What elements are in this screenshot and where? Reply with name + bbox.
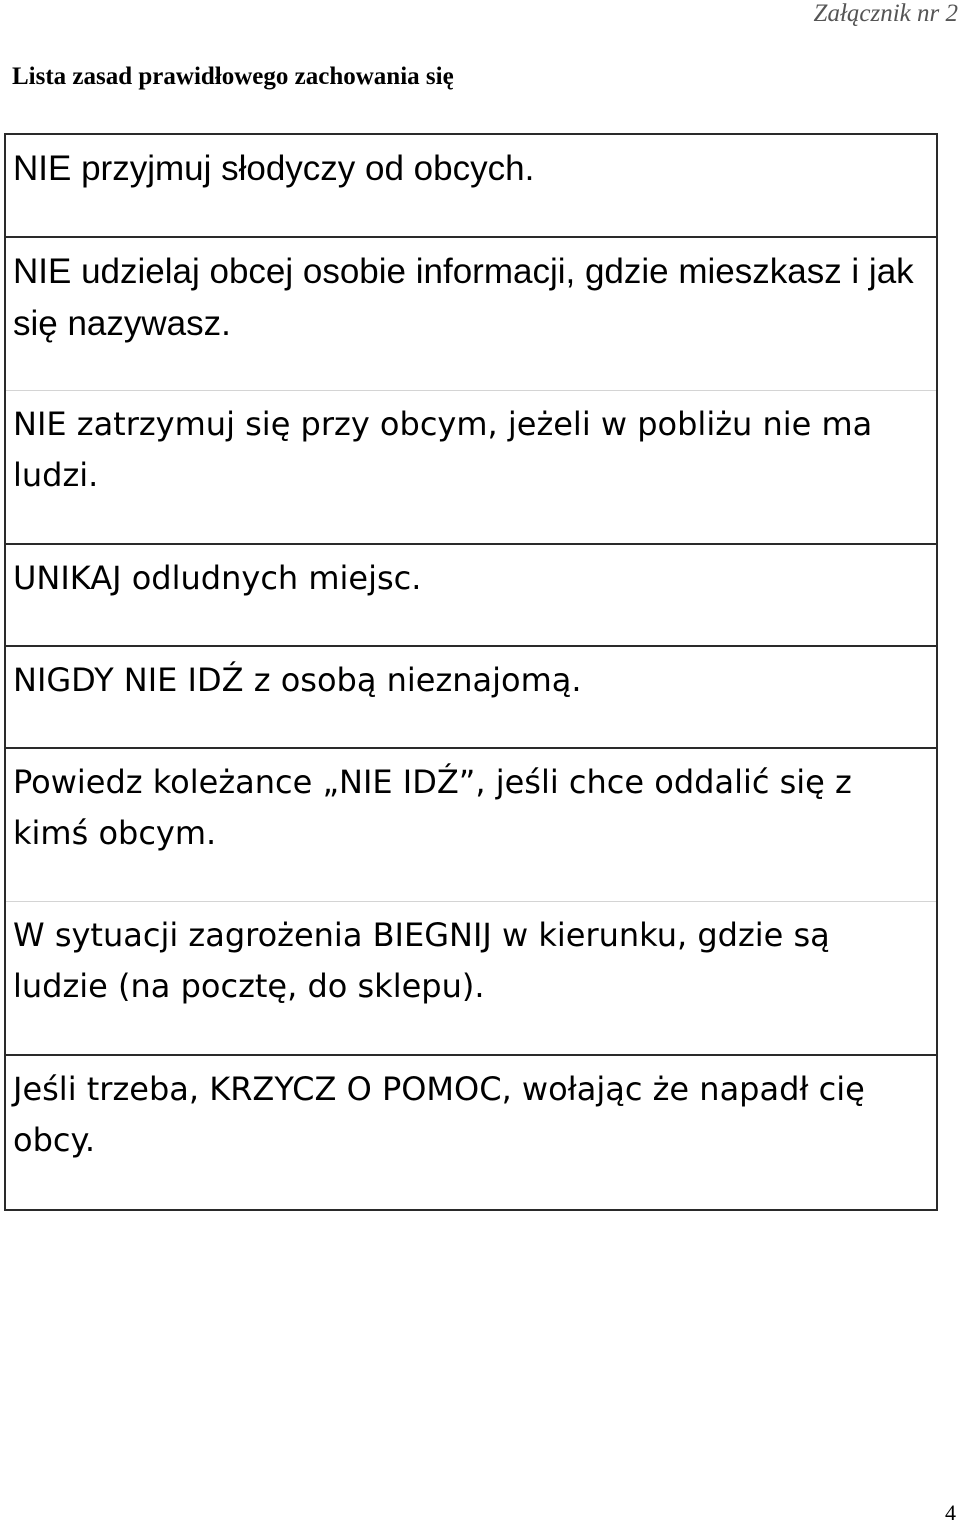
annex-label: Załącznik nr 2 bbox=[813, 0, 958, 27]
rule-row-5: NIGDY NIE IDŹ z osobą nieznajomą. bbox=[6, 647, 936, 749]
rule-row-1: NIE przyjmuj słodyczy od obcych. bbox=[6, 135, 936, 238]
rule-row-8: Jeśli trzeba, KRZYCZ O POMOC, wołając że napadł cię obcy. bbox=[13, 1070, 865, 1159]
rule-row-3: NIE zatrzymuj się przy obcym, jeżeli w pobliżu nie ma ludzi. bbox=[6, 391, 936, 545]
rule-row-2: NIE udzielaj obcej osobie informacji, gdzie mieszkasz i jak się nazywasz. bbox=[6, 238, 936, 391]
rule-row-4: UNIKAJ odludnych miejsc. bbox=[6, 545, 936, 647]
rule-row-6: Powiedz koleżance „NIE IDŹ”, jeśli chce oddalić się z kimś obcym. bbox=[6, 749, 936, 902]
document-title: Lista zasad prawidłowego zachowania się bbox=[12, 63, 454, 90]
page-number: 4 bbox=[945, 1500, 956, 1525]
rules-table bbox=[4, 133, 938, 1211]
rule-row-7: W sytuacji zagrożenia BIEGNIJ w kierunku, gdzie są ludzie (na pocztę, do sklepu). bbox=[6, 902, 936, 1056]
